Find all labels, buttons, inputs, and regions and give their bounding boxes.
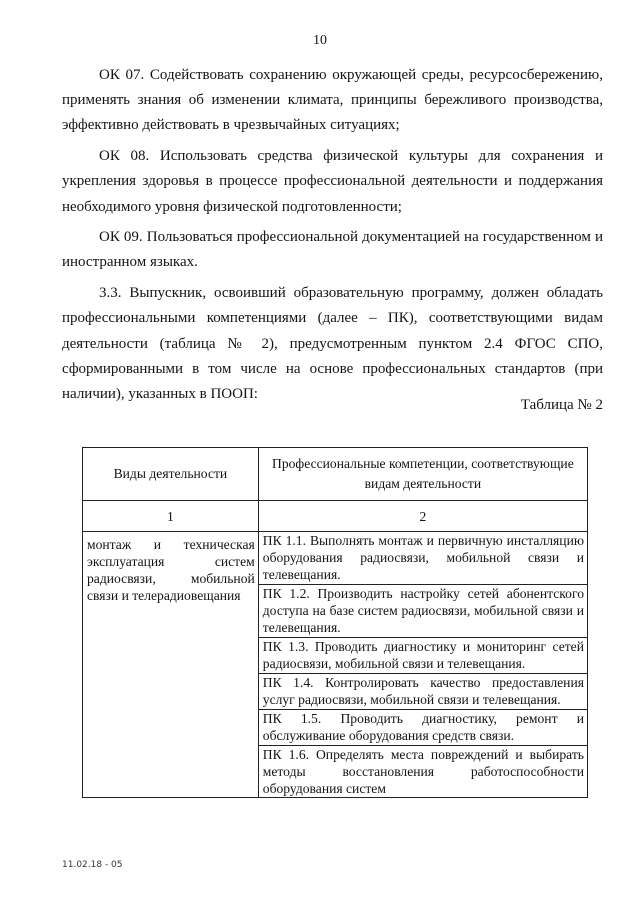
pk-1-2: ПК 1.2. Производить настройку сетей абонентского доступа на базе систем радиосвязи, мобильной связи и телевещания.	[259, 584, 587, 636]
pk-1-5: ПК 1.5. Проводить диагностику, ремонт и обслуживание оборудования средств связи.	[259, 709, 587, 744]
body-text	[62, 63, 603, 413]
pk-1-6: ПК 1.6. Определять места повреждений и выбирать методы восстановления работоспособности оборудования систем	[259, 745, 587, 797]
competencies-cell	[258, 532, 587, 798]
pk-1-4: ПК 1.4. Контролировать качество предоставления услуг радиосвязи, мобильной связи и телевещания.	[259, 673, 587, 708]
activity-cell	[83, 532, 259, 798]
column-number-row	[83, 501, 588, 532]
activity-text: монтаж и техническая эксплуатация систем радиосвязи, мобильной связи и телерадиовещания	[87, 537, 255, 603]
paragraph-3-3: 3.3. Выпускник, освоивший образовательную программу, должен обладать профессиональными компетенциями (далее – ПК), соответствующими видам деятельности (таблица № 2), предусмотренным пунктом 2.4 ФГОС СПО, сформированными в том числе на основе профессиональных стандартов (при наличии), указанных в ПООП:	[62, 285, 603, 402]
pk-1-3: ПК 1.3. Проводить диагностику и мониторинг сетей радиосвязи, мобильной связи и телевещания.	[259, 637, 587, 672]
column-number-2: 2	[258, 501, 587, 532]
paragraph-ok09: ОК 09. Пользоваться профессиональной документацией на государственном и иностранном языках.	[62, 229, 603, 271]
table-caption: Таблица № 2	[520, 397, 603, 413]
competencies-table	[82, 447, 588, 798]
table-row	[83, 532, 588, 798]
header-competencies: Профессиональные компетенции, соответствующие видам деятельности	[258, 448, 587, 501]
table-header-row	[83, 448, 588, 501]
header-activity: Виды деятельности	[83, 448, 259, 501]
page-number: 10	[313, 33, 327, 48]
paragraph-ok07: ОК 07. Содействовать сохранению окружающей среды, ресурсосбережению, применять знания об изменении климата, принципы бережливого производства, эффективно действовать в чрезвычайных ситуациях;	[62, 67, 603, 134]
paragraph-ok08: ОК 08. Использовать средства физической культуры для сохранения и укрепления здоровья в процессе профессиональной деятельности и поддержания необходимого уровня физической подготовленности;	[62, 148, 603, 215]
footer-code: 11.02.18 - 05	[62, 860, 123, 870]
column-number-1: 1	[83, 501, 259, 532]
pk-1-1: ПК 1.1. Выполнять монтаж и первичную инсталляцию оборудования радиосвязи, мобильной связи и телевещания.	[262, 533, 584, 582]
